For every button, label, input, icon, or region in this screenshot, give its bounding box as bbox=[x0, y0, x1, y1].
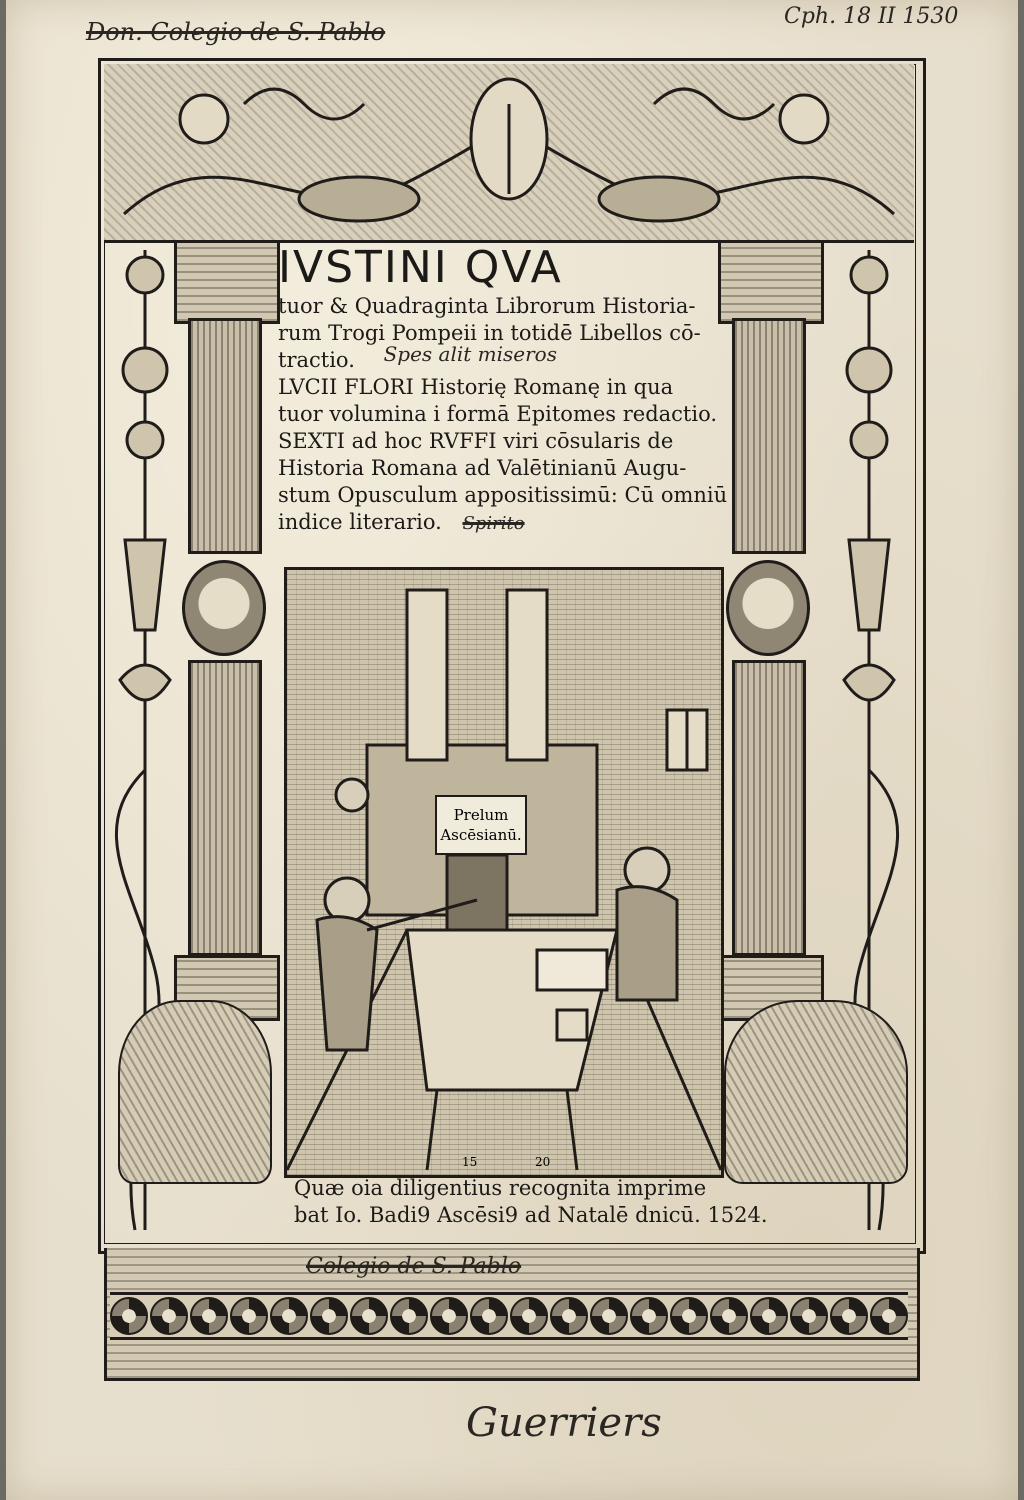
owner-signature: Guerriers bbox=[466, 1400, 662, 1446]
roundel-5 bbox=[270, 1297, 308, 1335]
roundel-14 bbox=[630, 1297, 668, 1335]
imprint bbox=[294, 1175, 768, 1229]
roundel-12 bbox=[550, 1297, 588, 1335]
handwritten-motto: Spes alit miseros bbox=[383, 342, 557, 366]
left-column-lower-shaft bbox=[188, 660, 262, 956]
frieze-ornament-icon bbox=[104, 64, 914, 240]
page-title: IVSTINI QVA bbox=[278, 242, 563, 293]
left-portrait-medallion bbox=[182, 560, 266, 656]
roundel-18 bbox=[790, 1297, 828, 1335]
roundel-8 bbox=[390, 1297, 428, 1335]
right-column-lower-shaft bbox=[732, 660, 806, 956]
right-portrait-medallion bbox=[726, 560, 810, 656]
title-line-9-text: indice literario. bbox=[278, 510, 442, 534]
imprint-line-2: bat Io. Badi9 Ascēsi9 ad Natalē dnicū. 1524. bbox=[294, 1203, 768, 1227]
roundel-6 bbox=[310, 1297, 348, 1335]
title-line-5: tuor volumina i formā Epitomes redactio. bbox=[278, 402, 718, 426]
left-column-upper-shaft bbox=[188, 318, 262, 554]
press-label-line-1: Prelum bbox=[453, 806, 509, 824]
title-block bbox=[278, 243, 738, 537]
roundel-16 bbox=[710, 1297, 748, 1335]
title-line-8: stum Opusculum appositissimū: Cū omniū bbox=[278, 483, 728, 507]
roundel-2 bbox=[150, 1297, 188, 1335]
roundel-17 bbox=[750, 1297, 788, 1335]
roundel-frieze bbox=[110, 1292, 908, 1340]
struck-ownership-note-lower: Colegio de S. Pablo bbox=[306, 1254, 522, 1279]
roundel-3 bbox=[190, 1297, 228, 1335]
right-bottom-figures bbox=[724, 1000, 908, 1184]
roundel-1 bbox=[110, 1297, 148, 1335]
roundel-20 bbox=[870, 1297, 908, 1335]
left-column-capital bbox=[174, 240, 280, 324]
title-line-3 bbox=[278, 342, 738, 374]
press-label-banner bbox=[435, 795, 527, 855]
left-bottom-figures bbox=[118, 1000, 272, 1184]
printing-press-woodcut bbox=[284, 567, 724, 1178]
date-mark-right: 20 bbox=[535, 1155, 551, 1169]
right-column-upper-shaft bbox=[732, 318, 806, 554]
roundel-4 bbox=[230, 1297, 268, 1335]
struck-handwritten-note: Spirito bbox=[462, 513, 525, 534]
title-line-3-text: tractio. bbox=[278, 348, 355, 372]
roundel-15 bbox=[670, 1297, 708, 1335]
imprint-line-1: Quæ oia diligentius recognita imprime bbox=[294, 1176, 707, 1200]
date-mark-left: 15 bbox=[462, 1155, 478, 1169]
roundel-13 bbox=[590, 1297, 628, 1335]
press-label-line-2: Ascēsianū. bbox=[440, 826, 522, 844]
title-page bbox=[6, 0, 1018, 1500]
roundel-9 bbox=[430, 1297, 468, 1335]
title-line-2: rum Trogi Pompeii in totidē Libellos cō- bbox=[278, 321, 701, 345]
title-line-7: Historia Romana ad Valētinianū Augu- bbox=[278, 456, 687, 480]
catalog-note: Cph. 18 II 1530 bbox=[784, 4, 959, 29]
roundel-7 bbox=[350, 1297, 388, 1335]
roundel-19 bbox=[830, 1297, 868, 1335]
ornamental-frieze bbox=[104, 64, 914, 243]
title-line-4: LVCII FLORI Historię Romanę in qua bbox=[278, 375, 674, 399]
struck-ownership-note: Don. Colegio de S. Pablo bbox=[86, 18, 386, 46]
roundel-10 bbox=[470, 1297, 508, 1335]
printing-press-icon bbox=[287, 570, 721, 1175]
title-line-1: tuor & Quadraginta Librorum Historia- bbox=[278, 294, 696, 318]
title-line-6: SEXTI ad hoc RVFFI viri cōsularis de bbox=[278, 429, 674, 453]
title-line-9 bbox=[278, 509, 738, 537]
roundel-11 bbox=[510, 1297, 548, 1335]
